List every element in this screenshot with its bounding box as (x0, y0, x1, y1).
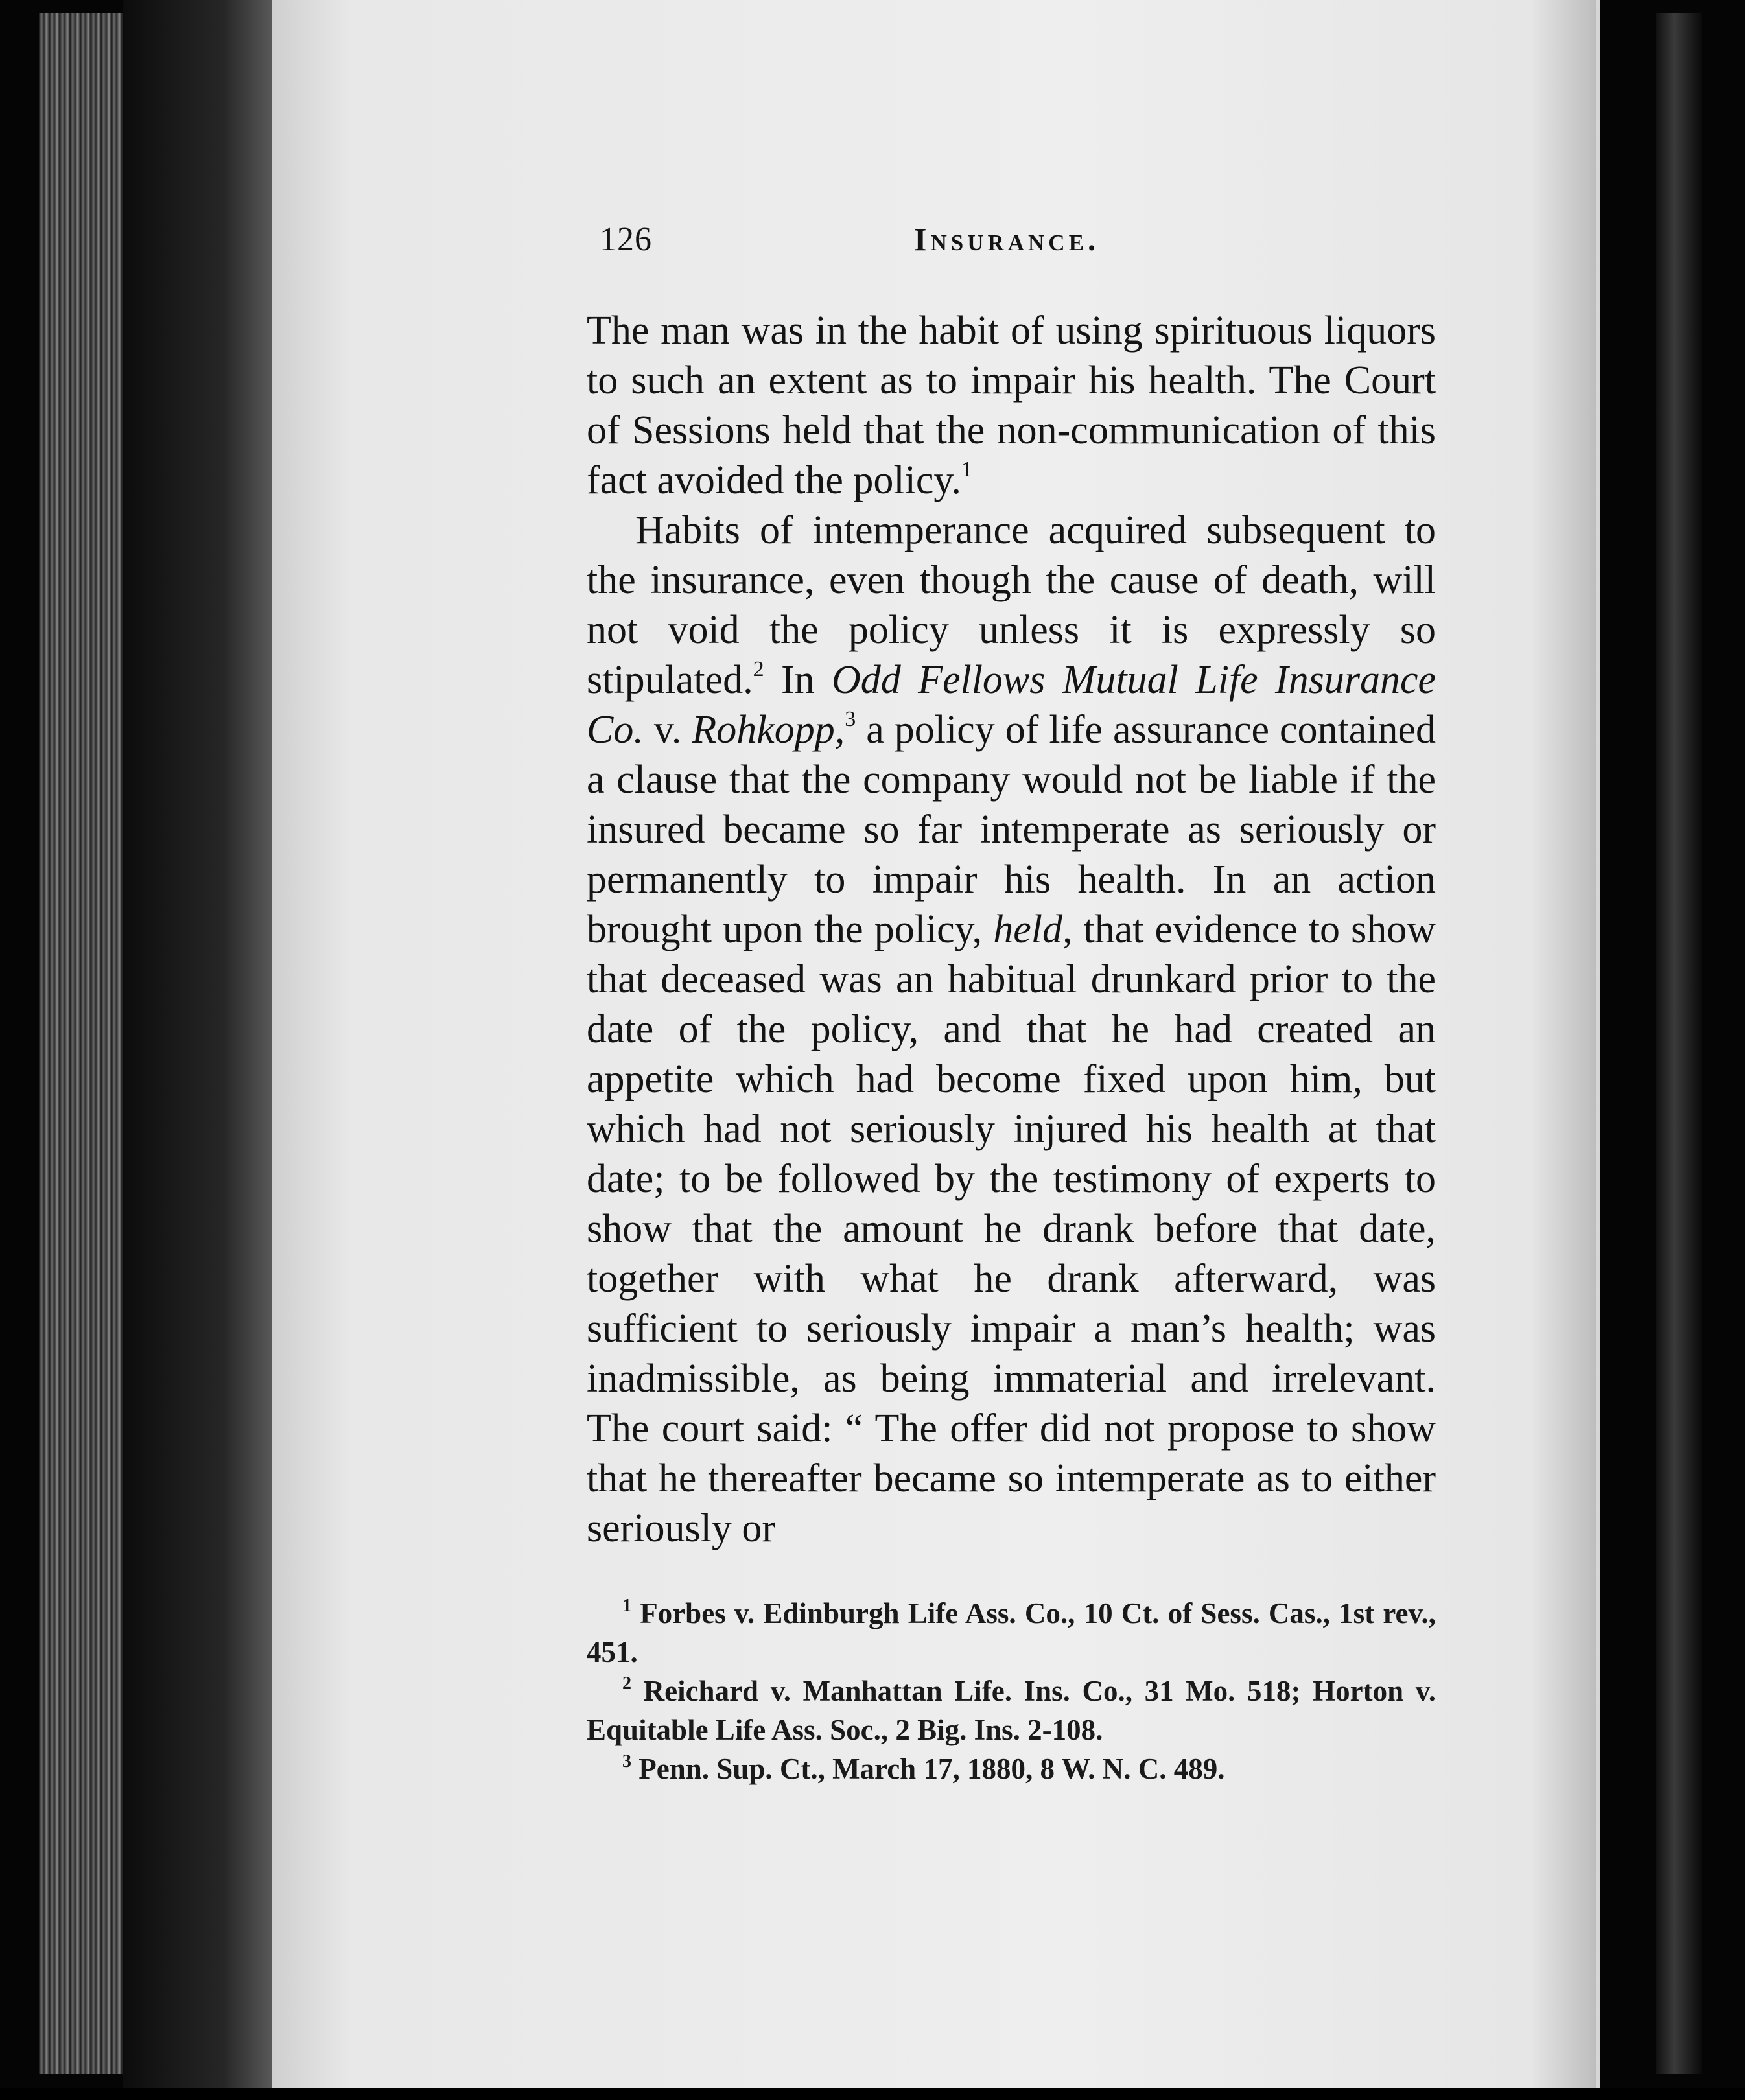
page-number: 126 (600, 221, 652, 258)
paragraph-2 (587, 506, 1436, 1554)
footnote-2 (587, 1672, 1436, 1749)
footnote-1 (587, 1594, 1436, 1672)
held-italic: held, (993, 907, 1073, 951)
footnote-mark-3: 3 (622, 1751, 631, 1771)
paragraph-2-text-a: Habits of intemperance acquired subsequent to the insurance, even though the cause of death, will not void the policy unless it is expressly so stipulated. (587, 508, 1436, 702)
footnote-3 (587, 1749, 1436, 1788)
footnote-ref-3: 3 (845, 707, 856, 731)
footnotes (587, 1594, 1436, 1788)
book-page-edges (39, 13, 123, 2074)
footnote-3-text: Penn. Sup. Ct., March 17, 1880, 8 W. N. C. 489. (631, 1753, 1225, 1785)
footnote-2-text: Reichard v. Manhattan Life. Ins. Co., 31 Mo. 518; Horton v. Equitable Life Ass. Soc., 2 Big. Ins. 2-108. (587, 1675, 1436, 1746)
footnote-ref-1: 1 (961, 458, 972, 482)
case-name-odd-fellows: Odd Fellows Mutual Life Insurance Co. (587, 658, 1436, 752)
book-right-edge (1656, 13, 1702, 2074)
footnote-1-text: Forbes v. Edinburgh Life Ass. Co., 10 Ct. of Sess. Cas., 1st rev., 451. (587, 1597, 1436, 1668)
paragraph-1 (587, 306, 1436, 506)
paragraph-1-text: The man was in the habit of using spirituous liquors to such an extent as to impair his health. The Court of Sessions held that the non-communication of this fact avoided the policy. (587, 309, 1436, 502)
running-title: Insurance. (914, 221, 1100, 257)
paragraph-2-text-b: In (764, 658, 832, 702)
paragraph-2-text-c: a policy of life assurance contained a clause that the company would not be liable if the insured became so far intemperate as seriously or permanently to impair his health. In an action brought upon the policy, (587, 708, 1436, 951)
paragraph-2-text-d: that evidence to show that deceased was an habitual drunkard prior to the date of the policy, and that he had created an appetite which had become fixed upon him, but which had not seriously injured his health at that date; to be followed by the testimony of experts to show that the amount he drank before that date, together with what he drank afterward, was sufficient to seriously impair a man’s health; was inadmissible, as being immaterial and irrelevant. The court said: “ The offer did not propose to show that he thereafter became so intemperate as to either seriously or (587, 907, 1436, 1550)
page-content (587, 214, 1436, 1788)
footnote-mark-1: 1 (622, 1596, 631, 1616)
case-versus: v. (643, 708, 692, 752)
footnote-ref-2: 2 (753, 657, 764, 681)
scan-border (0, 2088, 1745, 2100)
body-text (587, 306, 1436, 1554)
case-name-rohkopp: Rohkopp, (692, 708, 845, 752)
running-header (587, 214, 1436, 272)
footnote-mark-2: 2 (622, 1674, 631, 1694)
